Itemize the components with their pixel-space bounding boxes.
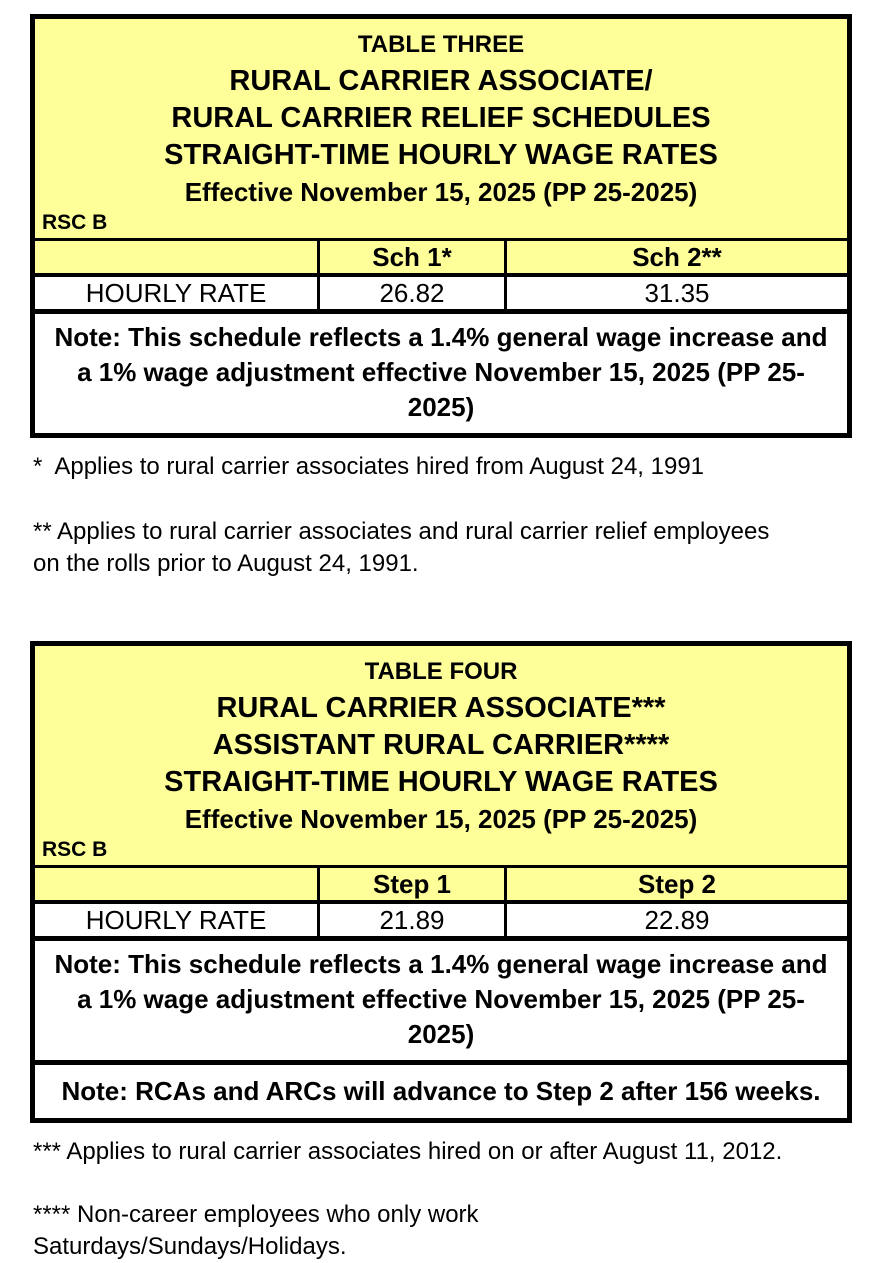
table-three-rate-row: [35, 273, 847, 309]
table-four-header-step1: Step 1: [317, 868, 504, 900]
table-four-effective-date: Effective November 15, 2025 (PP 25-2025): [184, 804, 698, 834]
table-three-heading: TABLE THREE: [357, 31, 525, 58]
table-three-title-block: [35, 19, 847, 238]
table-three-header-empty-cell: [35, 241, 317, 273]
table-four-header-row: [35, 865, 847, 900]
table-three-row-label: HOURLY RATE: [85, 278, 267, 308]
table-four-wrap: [30, 641, 852, 1123]
table-four-advance-note: Note: RCAs and ARCs will advance to Step 2 after 156 weeks.: [35, 1060, 847, 1118]
table-three-header-sch2: Sch 2**: [504, 241, 847, 273]
table-four-rate-step2: 22.89: [504, 904, 847, 936]
table-four-footnote-1: *** Applies to rural carrier associates hired on or after August 11, 2012.: [33, 1138, 783, 1165]
table-three-rsc-label: RSC B: [42, 211, 108, 234]
table-three-subtitle-1: RURAL CARRIER ASSOCIATE/: [229, 65, 653, 97]
table-four-rate-step1: 21.89: [317, 904, 504, 936]
table-three-footnote-1: * Applies to rural carrier associates hired from August 24, 1991: [33, 453, 705, 480]
table-four-rate-row: [35, 900, 847, 936]
table-four-row-label: HOURLY RATE: [85, 905, 267, 935]
table-four-subtitle-3: STRAIGHT-TIME HOURLY WAGE RATES: [164, 766, 718, 798]
table-four-header-step2: Step 2: [504, 868, 847, 900]
table-three-footnote-2: ** Applies to rural carrier associates and rural carrier relief employees on the rolls prior to August 24, 1991.: [33, 518, 776, 577]
table-three-header-row: [35, 238, 847, 273]
table-four-title-block: [35, 646, 847, 865]
table-four: [30, 641, 852, 1123]
table-four-rsc-label: RSC B: [42, 838, 108, 861]
table-four-note: Note: This schedule reflects a 1.4% general wage increase and a 1% wage adjustment effective November 15, 2025 (PP 25-2025): [35, 936, 847, 1060]
table-three-rate-sch1: 26.82: [317, 277, 504, 309]
table-three-subtitle-3: STRAIGHT-TIME HOURLY WAGE RATES: [164, 139, 718, 171]
table-three-note: Note: This schedule reflects a 1.4% general wage increase and a 1% wage adjustment effective November 15, 2025 (PP 25-2025): [35, 309, 847, 433]
table-four-header-empty-cell: [35, 868, 317, 900]
table-three-effective-date: Effective November 15, 2025 (PP 25-2025): [184, 177, 698, 207]
table-four-heading: TABLE FOUR: [364, 658, 518, 685]
table-three-header-sch1: Sch 1*: [317, 241, 504, 273]
table-four-footnote-2: **** Non-career employees who only work Saturdays/Sundays/Holidays.: [33, 1201, 486, 1260]
table-three-subtitle-2: RURAL CARRIER RELIEF SCHEDULES: [171, 102, 711, 134]
table-three-rate-sch2: 31.35: [504, 277, 847, 309]
table-four-subtitle-2: ASSISTANT RURAL CARRIER****: [212, 729, 670, 761]
table-three: [30, 14, 852, 438]
table-four-subtitle-1: RURAL CARRIER ASSOCIATE***: [216, 692, 666, 724]
